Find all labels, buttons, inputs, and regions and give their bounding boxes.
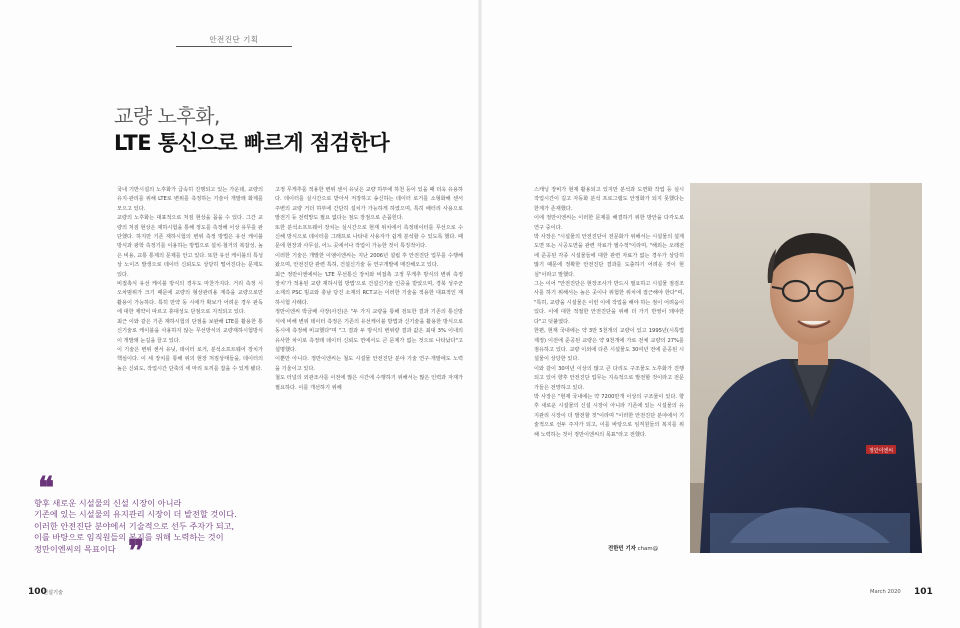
paragraph: 이뿐만 아니다. 정만이엔씨는 철도 시설물 안전진단 분야 기술 연구·개발에도 노력을 기울이고 있다. [275,356,463,372]
byline [608,544,658,552]
body-column-2 [275,186,463,393]
quote-open-icon: ❝ [38,474,55,496]
paragraph: 또한 분석소프트웨어 장치는 실시간으로 현재 위치에서 측정데이터를 무선으로 수신해 방식으로 데이터를 그래프로 나타내 사용자가 쉽게 분석할 수 있도록 했다. 때문에 현장과 사무실, 어느 곳에서나 작업이 가능한 것이 특징적이다. [275,224,463,250]
magazine-name: 건설기술 [43,590,64,596]
paragraph: 최근 정만이엔에씨는 'LTE 무선통신 장치와 비접촉 고정 무게추 방식의 변위 측정 장치'가 적용된 교량 재하시험 방법'으로 건설신기술 인증을 받았으며, 경북 성주군 소재의 PSC 빔교와 충남 당진 소재의 RCT교는 이러한 기술을 적용한 대표적인 재하시험 사례다. [275,271,463,306]
byline-name: 전한민 기자 [608,546,636,552]
issue-date: March 2020 [870,589,901,595]
paragraph: 한편, 현재 국내에는 약 3만 5천개의 교량이 있고 1995년(시특법 제정) 이전에 준공된 교량은 약 9천개에 가로 전체 교량의 27%를 점유하고 있다. 교량 이외에 다른 시설물도 30여년 전에 준공된 시설물이 상당한 있다. [534,328,684,363]
paragraph: 교량의 노후화는 대표적으로 처짐 현상을 꼽을 수 있다. 그간 교량의 처짐 현상은 재하시험을 통해 정도를 측정해 이상 유무를 판단했다. 하지만 기존 재하시험의 변위 측정 방법은 유선 케이블 방식과 광학 측정기를 이용하는 방법으로 설치·철거의 복잡성, 높은 비용, 교통 통제의 문제를 안고 있다. 또한 유선 케이블의 특성상 노이즈 발생으로 데이터 신뢰도도 상당히 떨어진다는 문제도 있다. [117,215,263,278]
section-label: 안전진단 기획 [209,35,259,44]
pull-quote [34,484,260,555]
paragraph: 최근 이와 같은 기존 재하시험의 단점을 보완해 LTE를 활용한 통신기술로 케이블을 사용하지 않는 무선방식의 교량재하시험방식이 개발돼 눈길을 끌고 있다. [117,318,263,344]
paragraph: 고정 무게추를 적용한 변위 센서 유닛은 교량 하부에 하천 등이 있을 때 더욱 유용하다. 데이터를 실시간으로 받아서 저장하고 송신하는 데이터 로거를 소형화해 센서 주변의 교량 거더 하부에 간단히 설치가 가능하게 하였으며, 특히 배터리 사용으로 발전기 등 전력망도 필요 없다는 점도 장점으로 손꼽힌다. [275,187,463,222]
paragraph: 이러한 기술은 개발한 이엠이엔씨는 지난 2006년 설립 후 안전진단 업무를 수행해 왔으며, 안전진단 관련 특허, 건설신기술 등 연구개발에 매진해오고 있다. [275,252,463,269]
paragraph: 정만이엔씨 박금배 사장(사진)은 "두 가지 교량을 통해 검토한 결과 기존의 통신방식에 비해 변위 데이터 측정은 기존의 유선케이블 방법과 신기술을 활용한 방식으로 동시에 측정해 비교했다"며 "그 결과 두 방식의 변위량 결과 값은 최대 3% 이내의 유사한 차이로 측정돼 데이터 신뢰도 면에서도 큰 문제가 없는 것으로 나타났다"고 설명했다. [275,309,463,353]
pull-quote-line: 향후 새로운 시설물의 신설 시장이 아니라 [34,498,182,508]
paragraph: 스캐닝 장비가 현재 활용되고 있지만 분석과 도면화 작업 등 실시 작업시간이 길고 자동화 분석 프로그램도 안정화가 되지 못했다는 한계가 존재했다. [534,187,684,212]
page-gutter [478,0,482,628]
paragraph: 박 사장은 "현재 국내에는 약 7200만개 이상의 구조물이 있다. 향후 새로운 시설물의 신설 시장이 아니라 기존에 있는 시설물의 유지관리 시장이 더 발전할 것"이라며 "이러한 안전진단 분야에서 기술적으로 선두 주자가 되고, 이를 바탕으로 임직원들의 복지를 위해 노력하는 것이 정만이엔씨의 목표"라고 전했다. [534,393,684,438]
paragraph: 철도 터널의 외관조사를 이전에 많은 시간에 수행하기 위해서는 많은 인력과 자재가 필요하다. 이를 개선하기 위해 [275,375,463,391]
jacket-logo: 정만이엔씨 [868,448,894,454]
page-number-right: 101 [914,587,933,597]
paragraph: 비접촉식 유선 케이블 방식의 경우도 마찬가지다. 거리 측정 시 오차범위가 크기 때문에 교량의 형상관리용 계측을 교량으로만 활용이 가능하다. 특히 만약 동 시에가 확보가 어려운 경우 판독에 대한 제약이 따르고 휴대성도 단점으로 지적되고 있다. [117,281,263,316]
paragraph: 박 사장은 "시설물의 안전진단이 전문화가 위해서는 시설물의 설계도면 또는 시공도면을 관련 자료가 필수적"이라며, "해외는 오래전에 준공된 각종 시설물들에 대한 관련 자료가 없는 경우가 상당히 많기 때문에 정확한 안전진단 결과를 도출하기 어려운 것이 현실"이라고 말했다. [534,234,684,278]
interview-photo [690,183,922,553]
paragraph: 국내 기반시설의 노후화가 급속히 진행되고 있는 가운데, 교량의 유지·관리를 위해 LTE로 변위를 측정하는 기술이 개발돼 화제를 모으고 있다. [117,187,263,212]
byline-email: cham@ [637,546,658,552]
paragraph: 이에 정만이엔씨는 이러한 문제를 해결하기 위한 방안을 다각도로 연구 중이다. [534,215,684,231]
paragraph: 이와 같이 30여년 이상의 많고 큰 다리도 구조물도 노후화가 진행되고 있어 향후 안전진단 업무는 지속적으로 발전할 것이라고 전문가들은 전망하고 있다. [534,365,684,391]
pull-quote-line: 이를 바탕으로 임직원들의 복지를 위해 노력하는 것이 [34,532,224,543]
body-column-3 [534,186,684,440]
pull-quote-line: 기존에 있는 시설물의 유지관리 시장이 더 발전할 것이다. [34,509,237,520]
body-column-1 [117,186,263,374]
paragraph: 그는 이어 "안전진단은 현장조사가 반드시 필요하고 시설물 점검조사를 하기 위해서는 높은 곳이나 위험한 위치에 접근해야 한다"며, "특히, 교량을 시설물은 이런 이에 작업을 해야 하는 점이 어려움이 있다. 이에 대한 적절한 안전진단을 위해 더 가기 반영이 돼야한다"고 덧붙였다. [534,281,684,325]
portrait-illustration [690,183,922,553]
pull-quote-line: 이러한 안전진단 분야에서 기술적으로 선두 주자가 되고, [34,520,235,531]
pull-quote-line: 정만이엔씨의 목표이다 [34,543,116,554]
article-title-line2: LTE 통신으로 빠르게 점검한다 [114,131,390,155]
article-title-line1: 교량 노후화, [114,104,220,128]
section-rule [176,46,292,47]
quote-close-icon: ❞ [128,537,145,559]
page-number-left: 100 [28,587,47,597]
paragraph: 이 기술은 변위 센서 유닛, 데이터 로거, 분석소프트웨어 장치가 핵심이다. 이 세 장치를 통해 위의 현장 처짐상태들을, 데이터의 높은 신뢰도, 작업시간 단축의 세 마리 토끼를 잡을 수 있게 됐다. [117,346,263,372]
